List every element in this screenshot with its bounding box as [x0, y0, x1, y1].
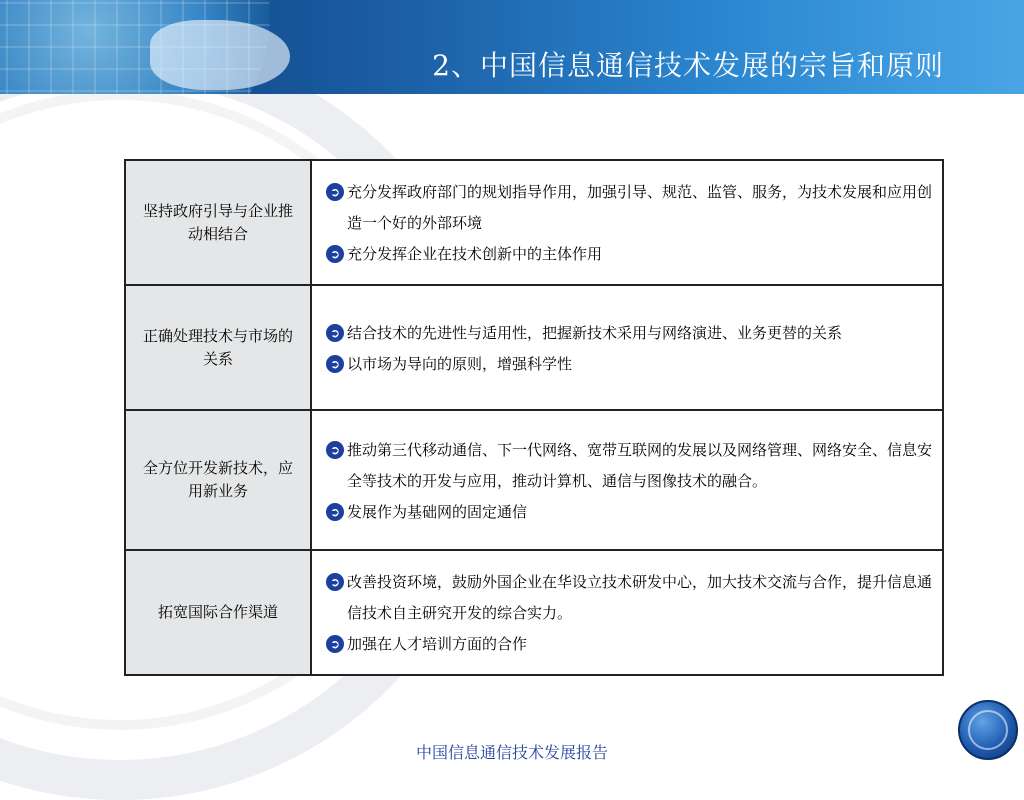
- footer-text: 中国信息通信技术发展报告: [415, 743, 608, 762]
- arrow-bullet-icon: ➲: [326, 635, 344, 653]
- table-row: [125, 410, 943, 550]
- globe-land-decoration: [150, 20, 290, 90]
- row-content: [311, 285, 943, 410]
- row-content: [311, 550, 943, 675]
- arrow-bullet-icon: ➲: [326, 441, 344, 459]
- principles-table: [124, 159, 944, 676]
- arrow-bullet-icon: ➲: [326, 503, 344, 521]
- row-content: [311, 160, 943, 285]
- page-title: 2、中国信息通信技术发展的宗旨和原则: [432, 49, 944, 82]
- table-row: [125, 285, 943, 410]
- table-row: [125, 160, 943, 285]
- list-item: ➲ 充分发挥企业在技术创新中的主体作用: [326, 239, 932, 270]
- row-label: 正确处理技术与市场的关系: [125, 285, 311, 410]
- arrow-bullet-icon: ➲: [326, 324, 344, 342]
- arrow-bullet-icon: ➲: [326, 183, 344, 201]
- list-item: ➲ 结合技术的先进性与适用性，把握新技术采用与网络演进、业务更替的关系: [326, 318, 932, 349]
- list-item: ➲ 推动第三代移动通信、下一代网络、宽带互联网的发展以及网络管理、网络安全、信息安全等技术的开发与应用，推动计算机、通信与图像技术的融合。: [326, 435, 932, 497]
- row-label: 拓宽国际合作渠道: [125, 550, 311, 675]
- row-label: 全方位开发新技术，应用新业务: [125, 410, 311, 550]
- row-content: [311, 410, 943, 550]
- list-item: ➲ 发展作为基础网的固定通信: [326, 497, 932, 528]
- arrow-bullet-icon: ➲: [326, 573, 344, 591]
- arrow-bullet-icon: ➲: [326, 245, 344, 263]
- list-item: ➲ 以市场为导向的原则，增强科学性: [326, 349, 932, 380]
- globe-logo-icon: [958, 700, 1018, 760]
- row-label: 坚持政府引导与企业推动相结合: [125, 160, 311, 285]
- header-bar: [0, 0, 1024, 94]
- list-item: ➲ 加强在人才培训方面的合作: [326, 629, 932, 660]
- list-item: ➲ 改善投资环境，鼓励外国企业在华设立技术研发中心，加大技术交流与合作，提升信息通信技术自主研究开发的综合实力。: [326, 567, 932, 629]
- table-row: [125, 550, 943, 675]
- arrow-bullet-icon: ➲: [326, 355, 344, 373]
- list-item: ➲ 充分发挥政府部门的规划指导作用，加强引导、规范、监管、服务，为技术发展和应用创造一个好的外部环境: [326, 177, 932, 239]
